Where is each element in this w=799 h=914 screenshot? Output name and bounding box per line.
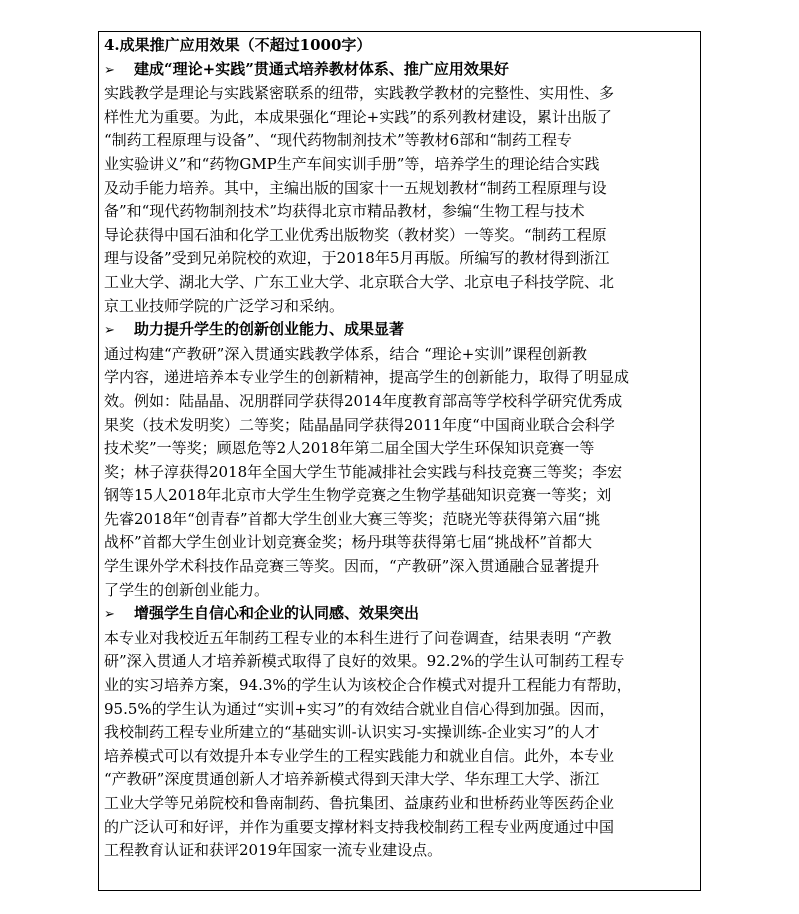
paragraph-line: 技术奖”一等奖；顾恩危等2人2018年第二届全国大学生环保知识竞赛一等 (104, 439, 595, 458)
paragraph-line: 备”和“现代药物制剂技术”均获得北京市精品教材，参编“生物工程与技术 (104, 202, 585, 221)
paragraph-line: 钢等15人2018年北京市大学生生物学竞赛之生物学基础知识竞赛一等奖；刘 (104, 486, 612, 505)
paragraph-line: 我校制药工程专业所建立的“基础实训-认识实习-实操训练-企业实习”的人才 (104, 723, 600, 742)
document-body (104, 34, 696, 863)
arrow-bullet-icon: ➢ (104, 62, 115, 78)
paragraph-line: “产教研”深度贯通创新人才培养新模式得到天津大学、华东理工大学、浙江 (104, 770, 600, 789)
paragraph-line: 京工业技师学院的广泛学习和采纳。 (104, 296, 345, 315)
paragraph-line: 了学生的创新创业能力。 (104, 580, 270, 599)
arrow-bullet-icon: ➢ (104, 323, 115, 339)
paragraph-line: 通过构建“产教研”深入贯通实践教学体系，结合 “理论+实训”课程创新教 (104, 344, 588, 363)
paragraph-line: 及动手能力培养。其中，主编出版的国家十一五规划教材“制药工程原理与设 (104, 178, 607, 197)
paragraph-line: 工业大学、湖北大学、广东工业大学、北京联合大学、北京电子科技学院、北 (104, 272, 615, 291)
paragraph-line: 效。例如：陆晶晶、况朋群同学获得2014年度教育部高等学校科学研究优秀成 (104, 391, 623, 410)
subsection-heading-text: 建成“理论+实践”贯通式培养教材体系、推广应用效果好 (134, 59, 509, 78)
paragraph-line: 本专业对我校近五年制药工程专业的本科生进行了问卷调查，结果表明 “产教 (104, 628, 612, 647)
paragraph-line: 培养模式可以有效提升本专业学生的工程实践能力和就业自信。此外，本专业 (104, 746, 615, 765)
subsection-heading (104, 58, 696, 83)
paragraph-line: 导论获得中国石油和化学工业优秀出版物奖（教材奖）一等奖。“制药工程原 (104, 225, 607, 244)
paragraph-line: 理与设备”受到兄弟院校的欢迎，于2018年5月再版。所编写的教材得到浙江 (104, 249, 610, 268)
paragraph-line: 的广泛认可和好评，并作为重要支撑材料支持我校制药工程专业两度通过中国 (104, 817, 615, 836)
paragraph-line: 研”深入贯通人才培养新模式取得了良好的效果。92.2%的学生认可制药工程专 (104, 652, 625, 671)
paragraph-line: 实践教学是理论与实践紧密联系的纽带，实践教学教材的完整性、实用性、多 (104, 84, 615, 103)
paragraph-line: 工程教育认证和获评2019年国家一流专业建设点。 (104, 841, 443, 860)
section-title: 4.成果推广应用效果（不超过1000字） (104, 36, 372, 54)
paragraph-line: 奖；林子淳获得2018年全国大学生节能减排社会实践与科技竞赛三等奖；李宏 (104, 462, 623, 481)
paragraph-line: 果奖（技术发明奖）二等奖；陆晶晶同学获得2011年度“中国商业联合会科学 (104, 415, 615, 434)
subsection-heading (104, 318, 696, 343)
paragraph-line: 先睿2018年“创青春”首都大学生创业大赛三等奖；范晓光等获得第六届“挑 (104, 509, 601, 528)
paragraph-line: 学生课外学术科技作品竞赛三等奖。因而，“产教研”深入贯通融合显著提升 (104, 557, 600, 576)
paragraph-line: 学内容，递进培养本专业学生的创新精神，提高学生的创新能力，取得了明显成 (104, 368, 630, 387)
sections-container (104, 58, 696, 863)
arrow-bullet-icon: ➢ (104, 607, 115, 623)
paragraph-line: 工业大学等兄弟院校和鲁南制药、鲁抗集团、益康药业和世桥药业等医药企业 (104, 794, 615, 812)
paragraph-line: 业的实习培养方案，94.3%的学生认为该校企合作模式对提升工程能力有帮助， (104, 676, 632, 695)
paragraph-line: 95.5%的学生认为通过“实训+实习”的有效结合就业自信心得到加强。因而， (104, 699, 615, 718)
paragraph-line: “制药工程原理与设备”、“现代药物制剂技术”等教材6部和“制药工程专 (104, 131, 572, 150)
subsection-heading-text: 增强学生自信心和企业的认同感、效果突出 (134, 604, 420, 623)
paragraph-line: 战杯”首都大学生创业计划竞赛金奖；杨丹琪等获得第七届“挑战杯”首都大 (104, 533, 593, 552)
paragraph-line: 业实验讲义”和“药物GMP生产车间实训手册”等，培养学生的理论结合实践 (104, 154, 600, 173)
subsection-heading (104, 602, 696, 627)
paragraph-line: 样性尤为重要。为此，本成果强化“理论+实践”的系列教材建设，累计出版了 (104, 107, 612, 126)
subsection-heading-text: 助力提升学生的创新创业能力、成果显著 (134, 320, 405, 339)
